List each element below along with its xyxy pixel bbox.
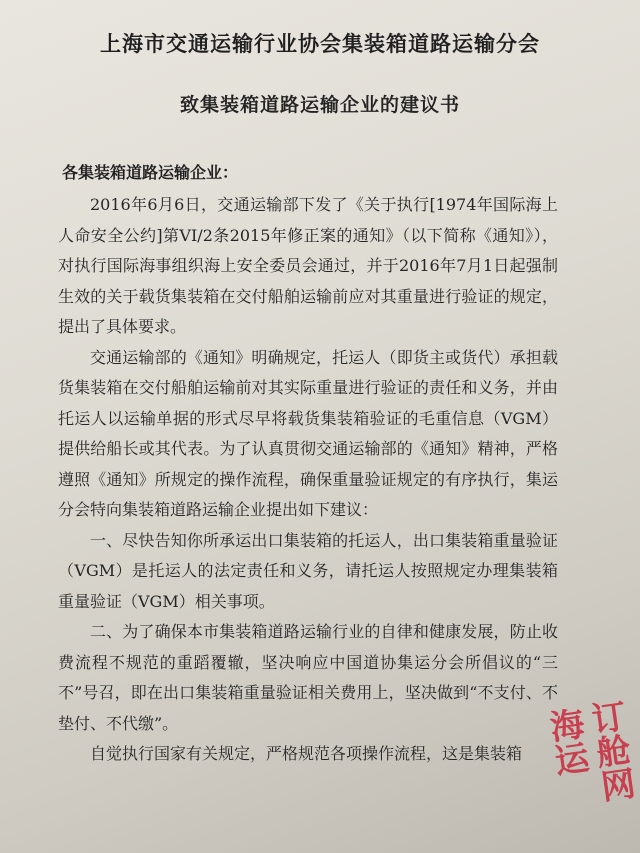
- document-body: [58, 190, 558, 770]
- watermark-stamp: [538, 697, 637, 840]
- paragraph-1: 2016年6月6日，交通运输部下发了《关于执行[1974年国际海上人命安全公约]第VI/2条2015年修正案的通知》（以下简称《通知》），对执行国际海事组织海上安全委员会通过，并于2016年7月1日起强制生效的关于载货集装箱在交付船舶运输前应对其重量进行验证的规定，提出了具体要求。: [58, 195, 558, 336]
- paragraph-5: 自觉执行国家有关规定，严格规范各项操作流程，这是集装箱: [90, 744, 523, 763]
- paragraph-3: 一、尽快告知你所承运出口集装箱的托运人，出口集装箱重量验证（VGM）是托运人的法定责任和义务，请托运人按照规定办理集装箱重量验证（VGM）相关事项。: [58, 530, 558, 611]
- document-title: 致集装箱道路运输企业的建议书: [179, 94, 460, 116]
- watermark-text-2: 海运: [541, 705, 591, 779]
- watermark-text-1: 订舱网: [583, 697, 637, 805]
- paragraph-4: 二、为了确保本市集装箱道路运输行业的自律和健康发展，防止收费流程不规范的重蹈覆辙，坚决响应中国道协集运分会所倡议的“三不”号召，即在出口集装箱重量验证相关费用上，坚决做到“不支付、不垫付、不代缴”。: [58, 622, 558, 733]
- organization-title: 上海市交通运输行业协会集装箱道路运输分会: [100, 31, 540, 56]
- salutation: 各集装箱道路运输企业：: [62, 163, 239, 182]
- paragraph-2: 交通运输部的《通知》明确规定，托运人（即货主或货代）承担载货集装箱在交付船舶运输前对其实际重量进行验证的责任和义务，并由托运人以运输单据的形式尽早将载货集装箱验证的毛重信息（VGM）提供给船长或其代表。为了认真贯彻交通运输部的《通知》精神，严格遵照《通知》所规定的操作流程，确保重量验证规定的有序执行，集运分会特向集装箱道路运输企业提出如下建议：: [58, 347, 558, 519]
